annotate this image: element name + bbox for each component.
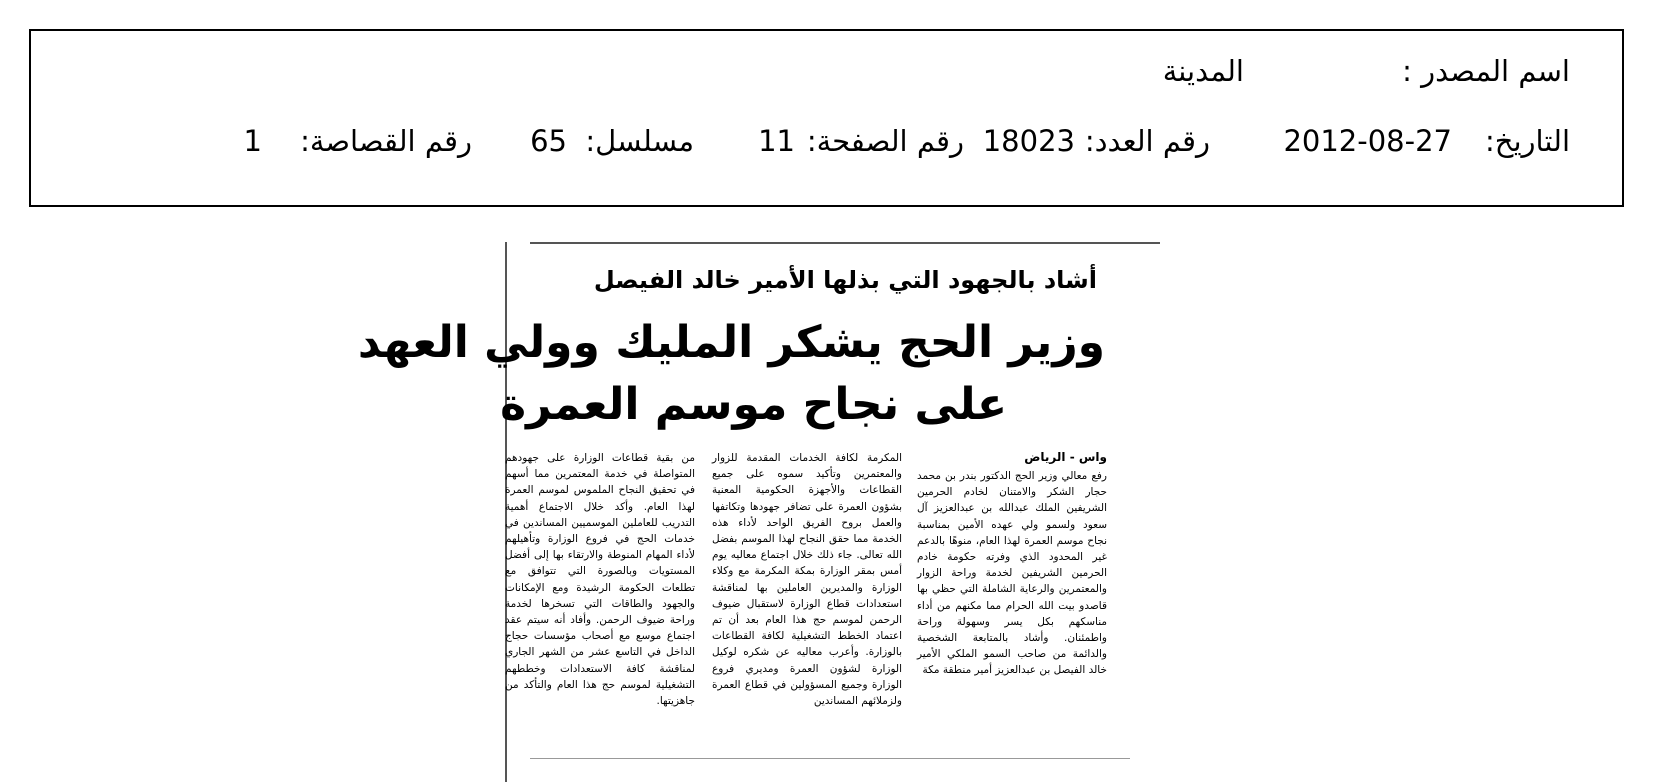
article-headline-line2: على نجاح موسم العمرة	[500, 379, 1007, 430]
article-column-3: من بقية قطاعات الوزارة على جهودهم المتواصلة في خدمة المعتمرين مما أسهم في تحقيق النجاح الملموس لموسم العمرة لهذا العام. وأكد خلال الاجتماع أهمية التدريب للعاملين الموسميين المساندين في خدمات الحج في فروع الوزارة وتأهيلهم لأداء المهام المنوطة والارتقاء بها إلى أفضل المستويات وبالصورة التي تتوافق مع تطلعات الحكومة الرشيدة ومع الإمكانات والجهود والطاقات التي تسخرها لخدمة وراحة ضيوف الرحمن. وأفاد أنه سيتم عقد اجتماع موسع مع أصحاب مؤسسات حجاج الداخل في التاسع عشر من الشهر الجاري لمناقشة كافة الاستعدادات وخططهم التشغيلية لموسم حج هذا العام والتأكد من جاهزيتها.	[505, 452, 695, 708]
clipping-header	[29, 29, 1624, 207]
bottom-rule	[530, 758, 1130, 759]
clip-value: 1	[243, 124, 262, 158]
article-byline: واس - الرياض	[1024, 450, 1107, 464]
article-column-2: المكرمة لكافة الخدمات المقدمة للزوار والمعتمرين وتأكيد سموه على جميع القطاعات والأجهزة الحكومية المعنية بشؤون العمرة على تضافر جهودها وتكاتفها والعمل بروح الفريق الواحد لأداء هذه الخدمة مما حقق النجاح لهذا الموسم بفضل الله تعالى. جاء ذلك خلال اجتماع معاليه يوم أمس بمقر الوزارة بمكة المكرمة مع وكلاء الوزارة والمديرين العاملين بها لمناقشة استعدادات قطاع الوزارة لاستقبال ضيوف الرحمن لموسم حج هذا العام بعد أن تم اعتماد الخطط التشغيلية لكافة القطاعات بالوزارة. وأعرب معاليه عن شكره لوكيل الوزارة لشؤون العمرة ومديري فروع الوزارة وجميع المسؤولين في قطاع العمرة ولزملائهم المساندين	[712, 452, 902, 708]
page-label: رقم الصفحة:	[806, 124, 964, 158]
article-column-1: رفع معالي وزير الحج الدكتور بندر بن محمد حجار الشكر والامتنان لخادم الحرمين الشريفين الملك عبدالله بن عبدالعزيز آل سعود ولسمو ولي عهده الأمين بمناسبة نجاح موسم العمرة لهذا العام، منوهًا بالدعم غير المحدود الذي وفرته حكومة خادم الحرمين الشريفين لخدمة وراحة الزوار والمعتمرين والرعاية الشاملة التي حظي بها قاصدو بيت الله الحرام مما مكنهم من أداء مناسكهم بكل يسر وسهولة وراحة واطمئنان. وأشاد بالمتابعة الشخصية والدائمة من صاحب السمو الملكي الأمير خالد الفيصل بن عبدالعزيز أمير منطقة مكة	[917, 470, 1107, 677]
source-value: المدينة	[1162, 54, 1244, 88]
issue-value: 18023	[982, 124, 1075, 158]
clip-label: رقم القصاصة:	[300, 124, 472, 158]
top-rule	[530, 242, 1160, 244]
serial-label: مسلسل:	[585, 124, 694, 158]
article-kicker: أشاد بالجهود التي بذلها الأمير خالد الفيصل	[593, 266, 1097, 294]
article-headline-line1: وزير الحج يشكر المليك وولي العهد	[357, 317, 1105, 368]
date-label: التاريخ:	[1484, 124, 1570, 158]
newspaper-clipping	[357, 238, 1157, 782]
source-label: اسم المصدر :	[1402, 54, 1570, 88]
date-value: 2012-08-27	[1283, 124, 1452, 158]
issue-label: رقم العدد:	[1084, 124, 1210, 158]
page-value: 11	[758, 124, 795, 158]
serial-value: 65	[530, 124, 567, 158]
